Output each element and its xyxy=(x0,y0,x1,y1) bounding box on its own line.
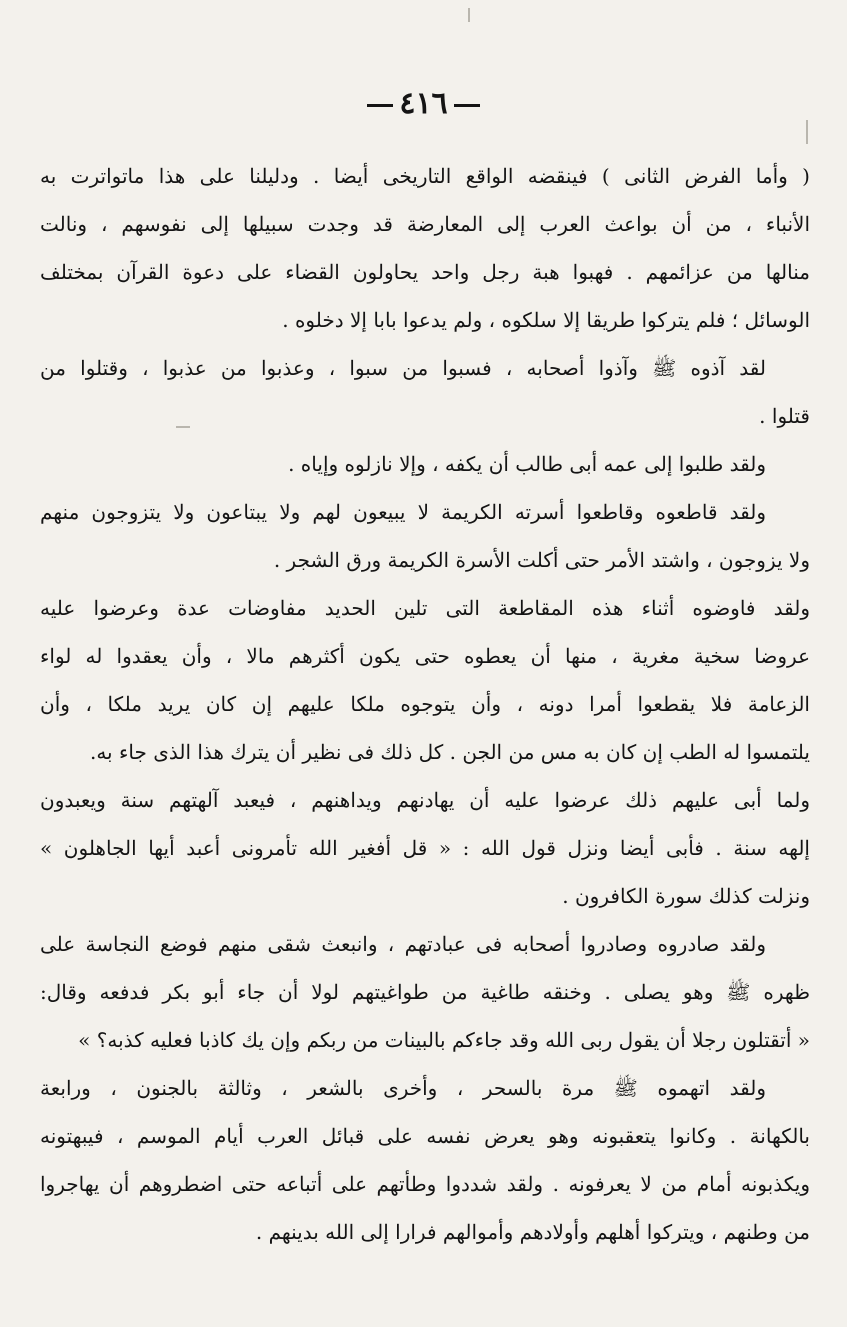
dash-left xyxy=(454,104,480,107)
text-line: الأنباء ، من أن بواعث العرب إلى المعارضة قد وجدت سبيلها إلى نفوسهم ، ونالت xyxy=(40,212,810,236)
text-line: الزعامة فلا يقطعوا أمرا دونه ، وأن يتوجوه ملكا عليهم إن كان يريد ملكا ، وأن xyxy=(40,692,810,716)
text-line: ونزلت كذلك سورة الكافرون . xyxy=(562,884,810,908)
text-line: ( وأما الفرض الثانى ) فينقضه الواقع التاريخى أيضا . ودليلنا على هذا ماتواترت به xyxy=(40,164,810,188)
text-line: عروضا سخية مغرية ، منها أن يعطوه حتى يكون أكثرهم مالا ، وأن يعقدوا له لواء xyxy=(40,644,810,668)
paragraph xyxy=(40,152,810,344)
text-line: ولقد طلبوا إلى عمه أبى طالب أن يكفه ، وإلا نازلوه وإياه . xyxy=(288,452,766,476)
text-line: من وطنهم ، ويتركوا أهلهم وأولادهم وأموالهم فرارا إلى الله بدينهم . xyxy=(255,1220,810,1244)
text-line: قتلوا . xyxy=(759,404,810,428)
paragraph xyxy=(40,488,810,584)
paragraph xyxy=(40,584,810,776)
text-line: الوسائل ؛ فلم يتركوا طريقا إلا سلكوه ، ولم يدعوا بابا إلا دخلوه . xyxy=(282,308,810,332)
text-line: ولا يزوجون ، واشتد الأمر حتى أكلت الأسرة الكريمة ورق الشجر . xyxy=(273,548,810,572)
paragraph xyxy=(40,344,810,440)
page-number xyxy=(0,86,847,121)
text-line: ولقد فاوضوه أثناء هذه المقاطعة التى تلين الحديد مفاوضات عدة وعرضوا عليه xyxy=(40,596,810,620)
paragraph xyxy=(40,1064,810,1256)
text-line: ولقد صادروه وصادروا أصحابه فى عبادتهم ، وانبعث شقى منهم فوضع النجاسة على xyxy=(40,932,766,956)
paragraph xyxy=(40,440,810,488)
paragraph xyxy=(40,776,810,920)
text-line: إلهه سنة . فأبى أيضا ونزل قول الله : « قل أفغير الله تأمرونى أعبد أيها الجاهلون » xyxy=(40,836,810,860)
text-line: ولقد اتهموه ﷺ مرة بالسحر ، وأخرى بالشعر ، وثالثة بالجنون ، ورابعة xyxy=(40,1076,766,1100)
text-line: منالها من عزائمهم . فهبوا هبة رجل واحد يحاولون القضاء على دعوة القرآن بمختلف xyxy=(40,260,810,284)
dash-right xyxy=(367,104,393,107)
text-line: ظهره ﷺ وهو يصلى . وخنقه طاغية من طواغيتهم لولا أن جاء أبو بكر فدفعه وقال: xyxy=(40,980,810,1004)
text-line: ويكذبونه أمام من لا يعرفونه . ولقد شددوا وطأتهم على أتباعه حتى اضطروهم أن يهاجروا xyxy=(40,1172,810,1196)
paragraph xyxy=(40,920,810,1064)
text-line: يلتمسوا له الطب إن كان به مس من الجن . كل ذلك فى نظير أن يترك هذا الذى جاء به. xyxy=(89,740,810,764)
body-text xyxy=(40,152,810,1256)
text-line: ولما أبى عليهم ذلك عرضوا عليه أن يهادنهم ويداهنهم ، فيعبد آلهتهم سنة ويعبدون xyxy=(40,788,810,812)
scan-mark xyxy=(468,8,470,22)
scan-mark xyxy=(806,120,808,144)
text-line: لقد آذوه ﷺ وآذوا أصحابه ، فسبوا من سبوا ، وعذبوا من عذبوا ، وقتلوا من xyxy=(40,356,766,380)
text-line: بالكهانة . وكانوا يتعقبونه وهو يعرض نفسه على قبائل العرب أيام الموسم ، فيبهتونه xyxy=(40,1124,810,1148)
page-number-text: ٤١٦ xyxy=(399,86,448,121)
text-line: ولقد قاطعوه وقاطعوا أسرته الكريمة لا يبيعون لهم ولا يبتاعون ولا يتزوجون منهم xyxy=(40,500,766,524)
text-line: « أتقتلون رجلا أن يقول ربى الله وقد جاءكم بالبينات من ربكم وإن يك كاذبا فعليه كذبه؟ » xyxy=(78,1028,810,1052)
